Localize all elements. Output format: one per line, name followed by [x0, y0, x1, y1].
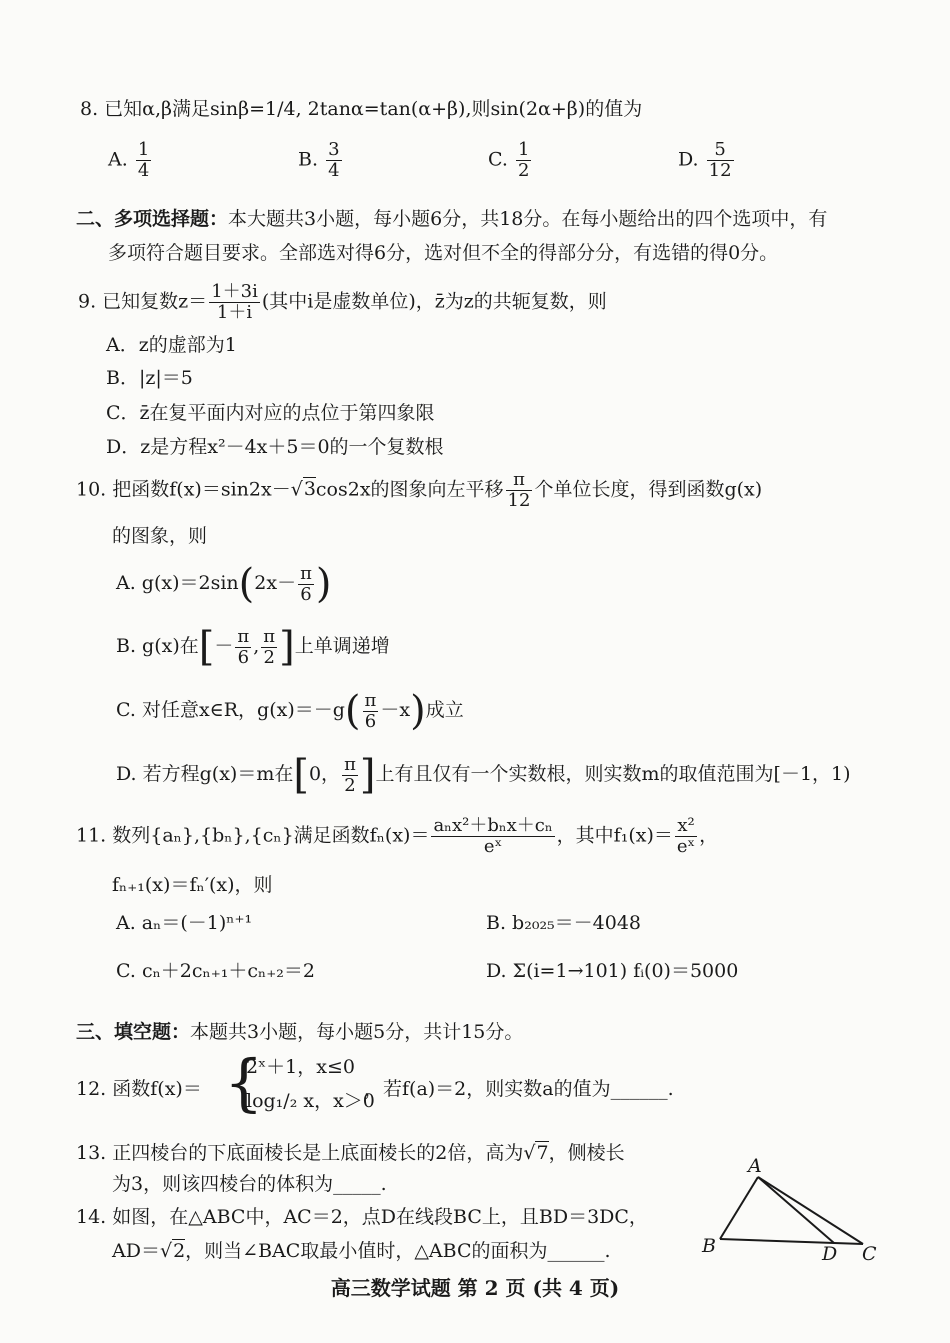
q13-line1: 13. 正四棱台的下底面棱长是上底面棱长的2倍，高为√7，侧棱长 — [76, 1142, 625, 1164]
label-d: D — [822, 1243, 838, 1265]
edge-ac — [758, 1177, 863, 1244]
frac-num: 3 — [328, 139, 340, 160]
q10-text: 10. 把函数f(x)＝sin2x－ — [76, 478, 291, 501]
q10-text: cos2x的图象向左平移 — [315, 478, 504, 501]
q11-option-c[interactable]: C. cₙ＋2cₙ₊₁＋cₙ₊₂＝2 — [116, 960, 315, 982]
section3-text: 本题共3小题，每小题5分，共计15分。 — [190, 1021, 524, 1043]
q9-option-b[interactable]: B．|z|＝5 — [106, 367, 193, 389]
q10-text: 个单位长度，得到函数g(x) — [534, 478, 763, 501]
q11-option-a[interactable]: A. aₙ＝(－1)ⁿ⁺¹ — [116, 912, 253, 934]
option-text: 上单调递增 — [294, 635, 390, 657]
frac-num: π — [506, 470, 533, 491]
segment-ad — [758, 1177, 834, 1243]
frac-den: 2 — [263, 646, 275, 668]
frac-num: 1 — [517, 139, 530, 160]
label-c: C — [862, 1243, 877, 1265]
option-label: D. — [678, 148, 699, 171]
q10-option-d[interactable]: D. 若方程g(x)＝m在[0， $\frac{\pi}{2}$ ]上有且仅有一个实数根，则实数m的取值范围为[－1，1) — [116, 752, 851, 798]
option-text: D. 若方程g(x)＝m在 — [116, 763, 294, 785]
frac-num: 1＋3i — [211, 281, 258, 302]
edge-ab — [720, 1177, 758, 1239]
q10-option-b[interactable]: B. g(x)在[－ $\frac{\pi}{6}$ , $\frac{\pi}{2}$ ]上单调递增 — [116, 624, 390, 670]
frac-den: 2 — [344, 774, 356, 796]
frac-den: 4 — [328, 159, 340, 181]
option-text: B. g(x)在 — [116, 635, 199, 657]
frac-den: 2 — [517, 159, 530, 181]
option-text: A. g(x)＝2sin — [116, 572, 239, 594]
q8-option-a[interactable] — [108, 140, 153, 181]
section2-text: 本大题共3小题，每小题6分，共18分。在每小题给出的四个选项中，有 — [228, 208, 828, 230]
q14-text: AD＝ — [112, 1240, 160, 1262]
q14-text: ，则当∠BAC取最小值时，△ABC的面积为______. — [185, 1240, 611, 1262]
page-footer: 高三数学试题 第 2 页 (共 4 页) — [330, 1276, 620, 1300]
q9-option-c[interactable]: C．z̄在复平面内对应的点位于第四象限 — [106, 402, 435, 424]
q8-option-c[interactable] — [488, 140, 533, 181]
frac-num: π — [237, 625, 250, 647]
frac-den: eˣ — [483, 835, 503, 857]
frac-den: eˣ — [676, 835, 696, 857]
frac-num: x² — [675, 816, 697, 837]
sqrt-value: 7 — [536, 1142, 549, 1164]
option-text: 成立 — [425, 699, 464, 721]
option-label: C. — [488, 148, 508, 171]
option-label: A. — [108, 148, 128, 171]
q9-option-d[interactable]: D．z是方程x²－4x＋5＝0的一个复数根 — [106, 436, 444, 458]
q12-suffix: ，若f(a)＝2，则实数a的值为______. — [364, 1078, 674, 1100]
q10-stem-line2: 的图象，则 — [112, 525, 208, 547]
option-text: －x — [380, 699, 411, 721]
q9-option-a[interactable]: A．z的虚部为1 — [106, 334, 237, 356]
section2-heading: 二、多项选择题： — [76, 208, 229, 230]
triangle-figure — [690, 1150, 890, 1265]
q11-stem-line2: fₙ₊₁(x)＝fₙ′(x)，则 — [112, 874, 273, 896]
q14-line2: AD＝√2，则当∠BAC取最小值时，△ABC的面积为______. — [112, 1240, 611, 1262]
q13-line2: 为3，则该四棱台的体积为_____. — [112, 1173, 387, 1195]
frac-den: 12 — [708, 159, 732, 181]
sqrt-value: 3 — [303, 478, 316, 501]
label-a: A — [748, 1155, 762, 1177]
q11-option-d[interactable]: D. Σ(i=1→101) fᵢ(0)＝5000 — [486, 960, 739, 982]
frac-num: π — [364, 689, 377, 711]
label-b: B — [702, 1235, 716, 1257]
option-text: 0， — [308, 763, 341, 785]
frac-num: 1 — [137, 139, 150, 160]
frac-den: 1＋i — [216, 301, 253, 323]
q14-line1: 14. 如图，在△ABC中，AC＝2，点D在线段BC上，且BD＝3DC， — [76, 1206, 648, 1228]
q9-suffix: (其中i是虚数单位)，z̄为z的共轭复数，则 — [261, 290, 607, 313]
frac-num: π — [263, 625, 276, 647]
q10-option-a[interactable]: A. g(x)＝2sin(2x－ $\frac{\pi}{6}$ ) — [116, 561, 332, 607]
option-label: B. — [298, 148, 319, 171]
frac-num: π — [344, 753, 356, 775]
frac-num: aₙx²＋bₙx＋cₙ — [433, 815, 553, 836]
q8-option-b[interactable] — [298, 140, 344, 181]
option-text: C. 对任意x∈R，g(x)＝－g — [116, 699, 345, 721]
frac-num: π — [300, 562, 312, 584]
section2-line1 — [76, 210, 827, 229]
q13-text: ，侧棱长 — [548, 1142, 625, 1164]
q12-case1: 2ˣ＋1，x≤0 — [246, 1056, 355, 1078]
frac-den: 6 — [364, 710, 377, 732]
q11-text: ，其中f₁(x)＝ — [556, 824, 673, 847]
q12-prefix: 12. 函数f(x)＝ — [76, 1078, 202, 1100]
option-text: 2x－ — [254, 572, 297, 594]
frac-num: 5 — [707, 140, 734, 161]
q11-stem — [76, 816, 718, 857]
q11-text: 11. 数列{aₙ},{bₙ},{cₙ}满足函数fₙ(x)＝ — [76, 824, 430, 847]
q10-stem: 10. 把函数f(x)＝sin2x－√3cos2x的图象向左平移 $\frac{\pi}{12}$ 个单位长度，得到函数g(x) — [76, 469, 763, 511]
sqrt-value: 2 — [173, 1240, 186, 1262]
section2-line2: 多项符合题目要求。全部选对得6分，选对但不全的得部分分，有选错的得0分。 — [108, 242, 779, 264]
q11-text: ， — [699, 824, 719, 847]
frac-den: 6 — [237, 646, 250, 668]
q8-stem: 8. 已知α,β满足sinβ=1/4, 2tanα=tan(α+β),则sin(2α+β)的值为 — [80, 98, 643, 120]
q13-text: 13. 正四棱台的下底面棱长是上底面棱长的2倍，高为 — [76, 1142, 524, 1164]
q10-option-c[interactable]: C. 对任意x∈R，g(x)＝－g( $\frac{\pi}{6}$ －x)成立 — [116, 688, 464, 734]
option-text: 上有且仅有一个实数根，则实数m的取值范围为[－1，1) — [375, 763, 851, 785]
q11-option-b[interactable]: B. b₂₀₂₅＝－4048 — [486, 912, 642, 934]
q12-case2: log₁/₂ x，x＞0 — [246, 1090, 375, 1112]
option-text: － — [214, 635, 234, 657]
frac-den: 4 — [137, 159, 150, 181]
frac-den: 12 — [507, 489, 531, 511]
q12-brace: { — [224, 1046, 264, 1119]
q8-option-d[interactable] — [678, 140, 736, 181]
q9-stem — [78, 282, 607, 323]
edge-bc — [720, 1239, 863, 1244]
section3-heading: 三、填空题： — [76, 1021, 191, 1043]
q9-prefix: 9. 已知复数z＝ — [78, 290, 208, 313]
section3-line — [76, 1023, 523, 1042]
frac-den: 6 — [300, 583, 312, 605]
